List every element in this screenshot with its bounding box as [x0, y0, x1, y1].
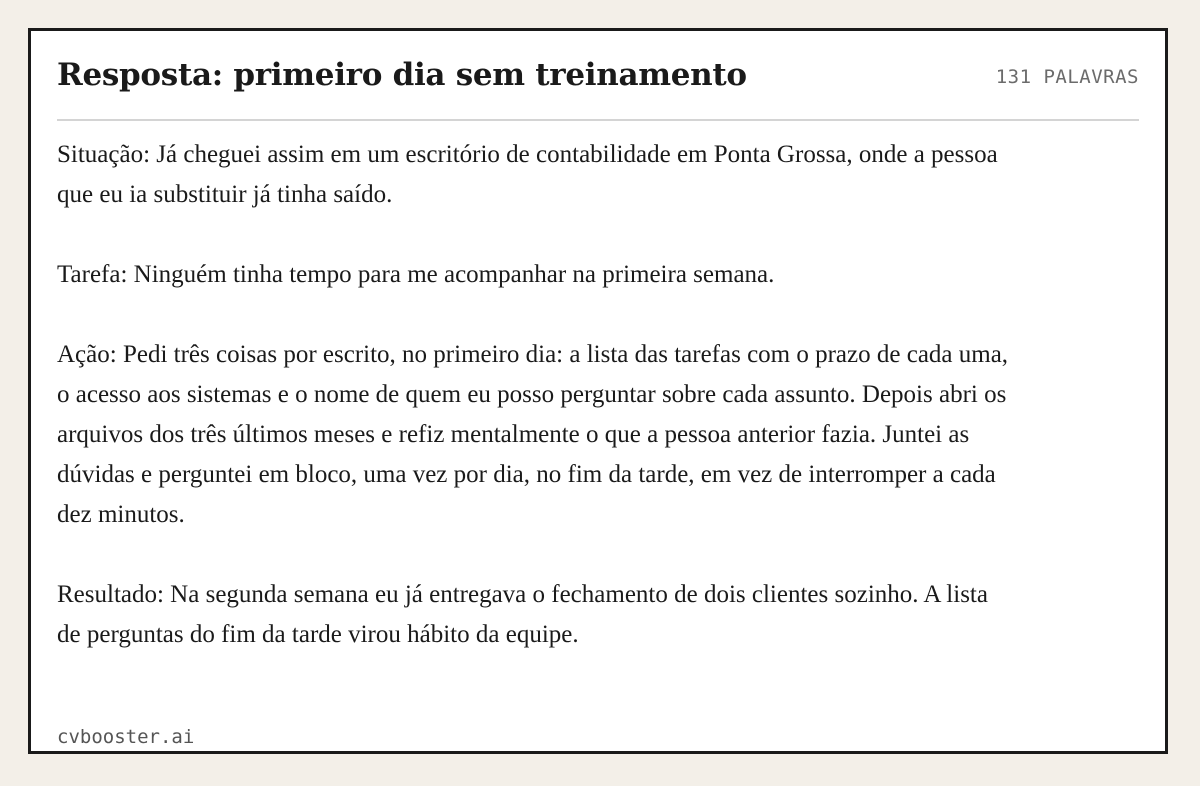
paragraph-acao: Ação: Pedi três coisas por escrito, no primeiro dia: a lista das tarefas com o prazo de cada uma, o acesso aos sistemas e o nome de quem eu posso perguntar sobre cada assunto. Depois abri os arquivos dos três últimos meses e refiz mentalmente o que a pessoa anterior fazia. Juntei as dúvidas e perguntei em bloco, uma vez por dia, no fim da tarde, em vez de interromper a cada dez minutos.: [57, 341, 1009, 528]
brand-footer: cvbooster.ai: [57, 726, 195, 748]
paragraph-situacao: Situação: Já cheguei assim em um escritório de contabilidade em Ponta Grossa, onde a pessoa que eu ia substituir já tinha saído.: [57, 141, 998, 208]
answer-body: [57, 135, 1017, 655]
card-header: [57, 49, 1139, 121]
paragraph-resultado: Resultado: Na segunda semana eu já entregava o fechamento de dois clientes sozinho. A lista de perguntas do fim da tarde virou hábito da equipe.: [57, 581, 988, 648]
card-title: Resposta: primeiro dia sem treinamento: [57, 57, 747, 93]
answer-card: [28, 28, 1168, 754]
paragraph-tarefa: Tarefa: Ninguém tinha tempo para me acompanhar na primeira semana.: [57, 261, 775, 288]
word-count-badge: 131 PALAVRAS: [995, 66, 1139, 88]
